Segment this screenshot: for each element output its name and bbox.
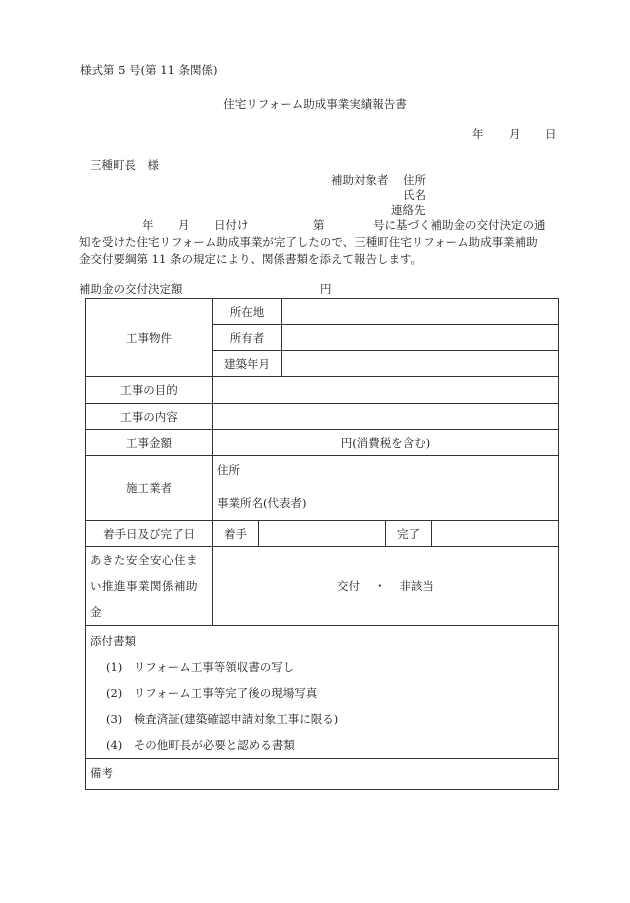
date-year-label: 年 bbox=[472, 127, 484, 141]
built-year-label: 建築年月 bbox=[213, 351, 282, 377]
applicant-contact-label: 連絡先 bbox=[391, 203, 426, 217]
applicant-name-label: 氏名 bbox=[403, 188, 426, 202]
complete-date-field[interactable] bbox=[432, 521, 559, 547]
date-day-label: 日 bbox=[545, 127, 557, 141]
content-field[interactable] bbox=[213, 404, 559, 430]
table-row bbox=[86, 759, 559, 790]
start-date-field[interactable] bbox=[259, 521, 386, 547]
form-number: 様式第 5 号(第 11 条関係) bbox=[80, 63, 218, 77]
grant-amount-unit: 円 bbox=[320, 282, 332, 296]
body-line2: 知を受けた住宅リフォーム助成事業が完了したので、三種町住宅リフォーム助成事業補助 bbox=[79, 235, 538, 249]
contractor-address-label: 住所 bbox=[217, 463, 240, 477]
addressee: 三種町長 様 bbox=[90, 158, 159, 172]
table-row bbox=[86, 626, 559, 759]
akita-label-line2: い推進事業関係補助 bbox=[90, 579, 198, 593]
owner-label: 所有者 bbox=[213, 325, 282, 351]
akita-label-line1: あきた安全安心住ま bbox=[90, 553, 198, 567]
purpose-label: 工事の目的 bbox=[86, 377, 213, 404]
table-row bbox=[86, 404, 559, 430]
owner-field[interactable] bbox=[282, 325, 559, 351]
akita-subsidy-field bbox=[213, 547, 559, 626]
dates-label: 着手日及び完了日 bbox=[86, 521, 213, 547]
complete-label: 完了 bbox=[386, 521, 432, 547]
akita-granted-option[interactable]: 交付 bbox=[337, 579, 361, 593]
akita-na-option[interactable]: 非該当 bbox=[399, 579, 434, 593]
attachment-item: (2) リフォーム工事等完了後の現場写真 bbox=[106, 686, 318, 700]
body-month: 月 bbox=[178, 218, 190, 232]
table-row bbox=[86, 521, 559, 547]
body-line1-rest: 号に基づく補助金の交付決定の通 bbox=[373, 218, 546, 232]
contractor-label: 施工業者 bbox=[86, 456, 213, 521]
body-dated: 日付け bbox=[214, 218, 249, 232]
grant-amount-label: 補助金の交付決定額 bbox=[79, 282, 183, 296]
body-line3: 金交付要綱第 11 条の規定により、関係書類を添えて報告します。 bbox=[79, 252, 423, 266]
akita-subsidy-label bbox=[86, 547, 213, 626]
akita-label-line3: 金 bbox=[90, 605, 102, 619]
attachment-item: (4) その他町長が必要と認める書類 bbox=[106, 738, 295, 752]
remarks-label: 備考 bbox=[90, 766, 113, 780]
attachment-item: (1) リフォーム工事等領収書の写し bbox=[106, 660, 295, 674]
remarks-cell[interactable] bbox=[86, 759, 559, 790]
table-row bbox=[86, 456, 559, 521]
contractor-field[interactable] bbox=[213, 456, 559, 521]
table-row bbox=[86, 377, 559, 404]
table-row bbox=[86, 547, 559, 626]
body-year: 年 bbox=[142, 218, 154, 232]
amount-unit-text: 円(消費税を含む) bbox=[340, 435, 431, 450]
property-label: 工事物件 bbox=[86, 299, 213, 377]
attachment-item: (3) 検査済証(建築確認申請対象工事に限る) bbox=[106, 712, 339, 726]
attachments-cell bbox=[86, 626, 559, 759]
table-row bbox=[86, 430, 559, 456]
built-year-field[interactable] bbox=[282, 351, 559, 377]
location-label: 所在地 bbox=[213, 299, 282, 325]
applicant-address-label: 住所 bbox=[403, 173, 426, 187]
akita-separator: ・ bbox=[374, 579, 386, 593]
amount-label: 工事金額 bbox=[86, 430, 213, 456]
report-table bbox=[85, 298, 559, 790]
location-field[interactable] bbox=[282, 299, 559, 325]
contractor-name-label: 事業所名(代表者) bbox=[217, 496, 307, 510]
body-number-prefix: 第 bbox=[313, 218, 325, 232]
document-title: 住宅リフォーム助成事業実績報告書 bbox=[223, 97, 407, 111]
table-row bbox=[86, 299, 559, 325]
amount-field[interactable] bbox=[213, 430, 559, 456]
purpose-field[interactable] bbox=[213, 377, 559, 404]
date-month-label: 月 bbox=[509, 127, 521, 141]
attachments-label: 添付書類 bbox=[90, 634, 136, 648]
start-label: 着手 bbox=[213, 521, 259, 547]
applicant-role-label: 補助対象者 bbox=[331, 173, 389, 187]
content-label: 工事の内容 bbox=[86, 404, 213, 430]
